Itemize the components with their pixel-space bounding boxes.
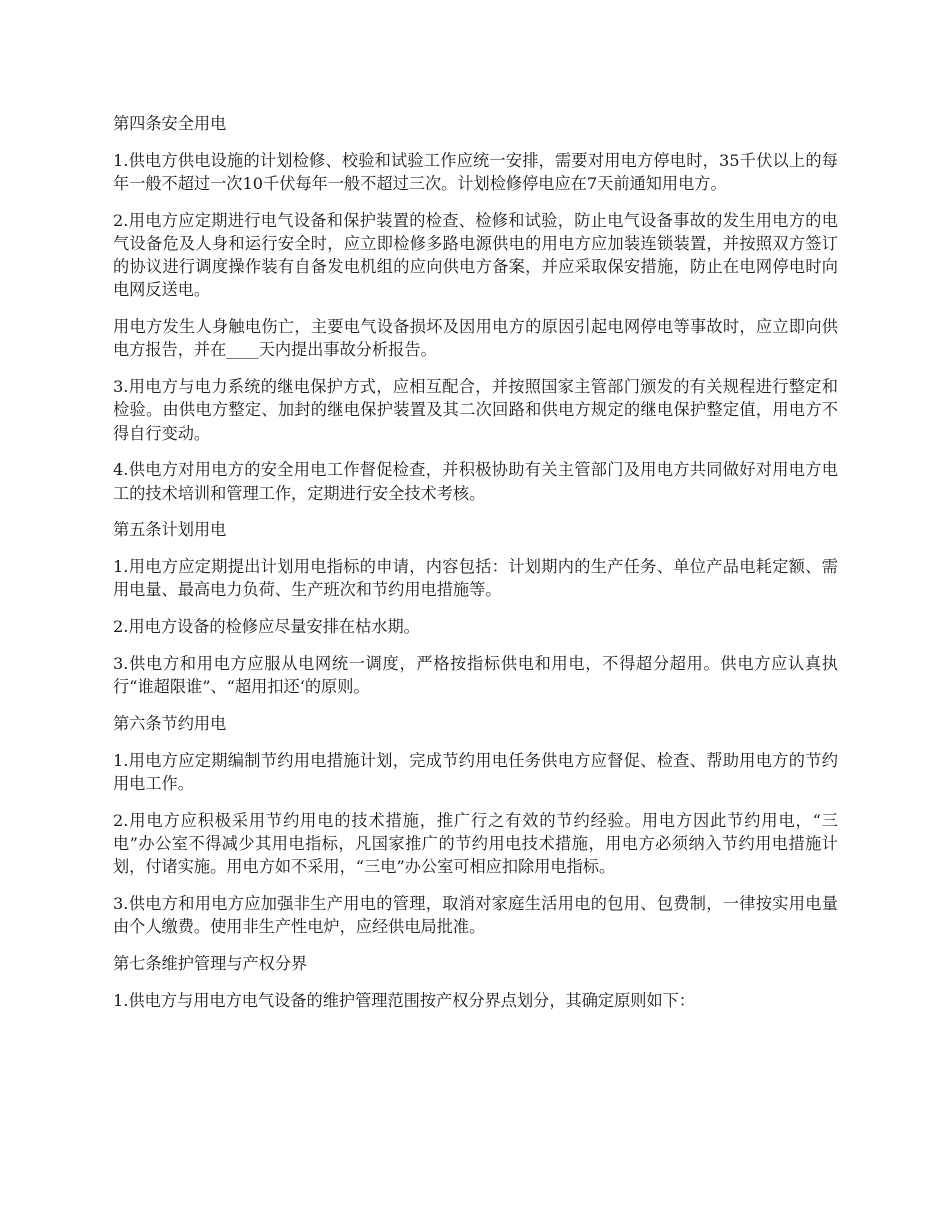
- paragraph: 3.供电方和用电方应服从电网统一调度，严格按指标供电和用电，不得超分超用。供电方应认真执行“谁超限谁”、“超用扣还‘的原则。: [113, 654, 838, 697]
- paragraph: 用电方发生人身触电伤亡，主要电气设备损坏及因用电方的原因引起电网停电等事故时，应立即向供电方报告，并在____天内提出事故分析报告。: [113, 317, 838, 360]
- paragraph: 1.供电方供电设施的计划检修、校验和试验工作应统一安排，需要对用电方停电时，35千伏以上的每年一般不超过一次10千伏每年一般不超过三次。计划检修停电应在7天前通知用电方。: [113, 150, 838, 193]
- paragraph: 4.供电方对用电方的安全用电工作督促检查，并积极协助有关主管部门及用电方共同做好对用电方电工的技术培训和管理工作，定期进行安全技术考核。: [113, 460, 838, 503]
- paragraph: 1.用电方应定期提出计划用电指标的申请，内容包括：计划期内的生产任务、单位产品电耗定额、需用电量、最高电力负荷、生产班次和节约用电措施等。: [113, 557, 838, 600]
- paragraph: 2.用电方应积极采用节约用电的技术措施，推广行之有效的节约经验。用电方因此节约用电，“三电”办公室不得减少其用电指标，凡国家推广的节约用电技术措施，用电方必须纳入节约用电措施计划，付诸实施。用电方如不采用，“三电”办公室可相应扣除用电指标。: [113, 810, 838, 877]
- document-body: [113, 112, 838, 1026]
- paragraph: 1.用电方应定期编制节约用电措施计划，完成节约用电任务供电方应督促、检查、帮助用电方的节约用电工作。: [113, 750, 838, 793]
- section-heading-6: 第六条节约用电: [113, 714, 227, 733]
- section-heading-5: 第五条计划用电: [113, 520, 227, 540]
- paragraph: 1.供电方与用电方电气设备的维护管理范围按产权分界点划分，其确定原则如下：: [113, 990, 696, 1010]
- section-heading-7: 第七条维护管理与产权分界: [113, 954, 308, 973]
- paragraph: 3.供电方和用电方应加强非生产用电的管理，取消对家庭生活用电的包用、包费制，一律按实用电量由个人缴费。使用非生产性电炉，应经供电局批准。: [113, 894, 838, 937]
- paragraph: 2.用电方应定期进行电气设备和保护装置的检查、检修和试验，防止电气设备事故的发生用电方的电气设备危及人身和运行安全时，应立即检修多路电源供电的用电方应加装连锁装置，并按照双方签订的协议进行调度操作装有自备发电机组的应向供电方备案，并应采取保安措施，防止在电网停电时向电网反送电。: [113, 210, 838, 300]
- paragraph: 3.用电方与电力系统的继电保护方式，应相互配合，并按照国家主管部门颁发的有关规程进行整定和检验。由供电方整定、加封的继电保护装置及其二次回路和供电方规定的继电保护整定值，用电方不得自行变动。: [113, 377, 838, 443]
- paragraph: 2.用电方设备的检修应尽量安排在枯水期。: [113, 617, 420, 637]
- section-heading-4: 第四条安全用电: [113, 114, 227, 133]
